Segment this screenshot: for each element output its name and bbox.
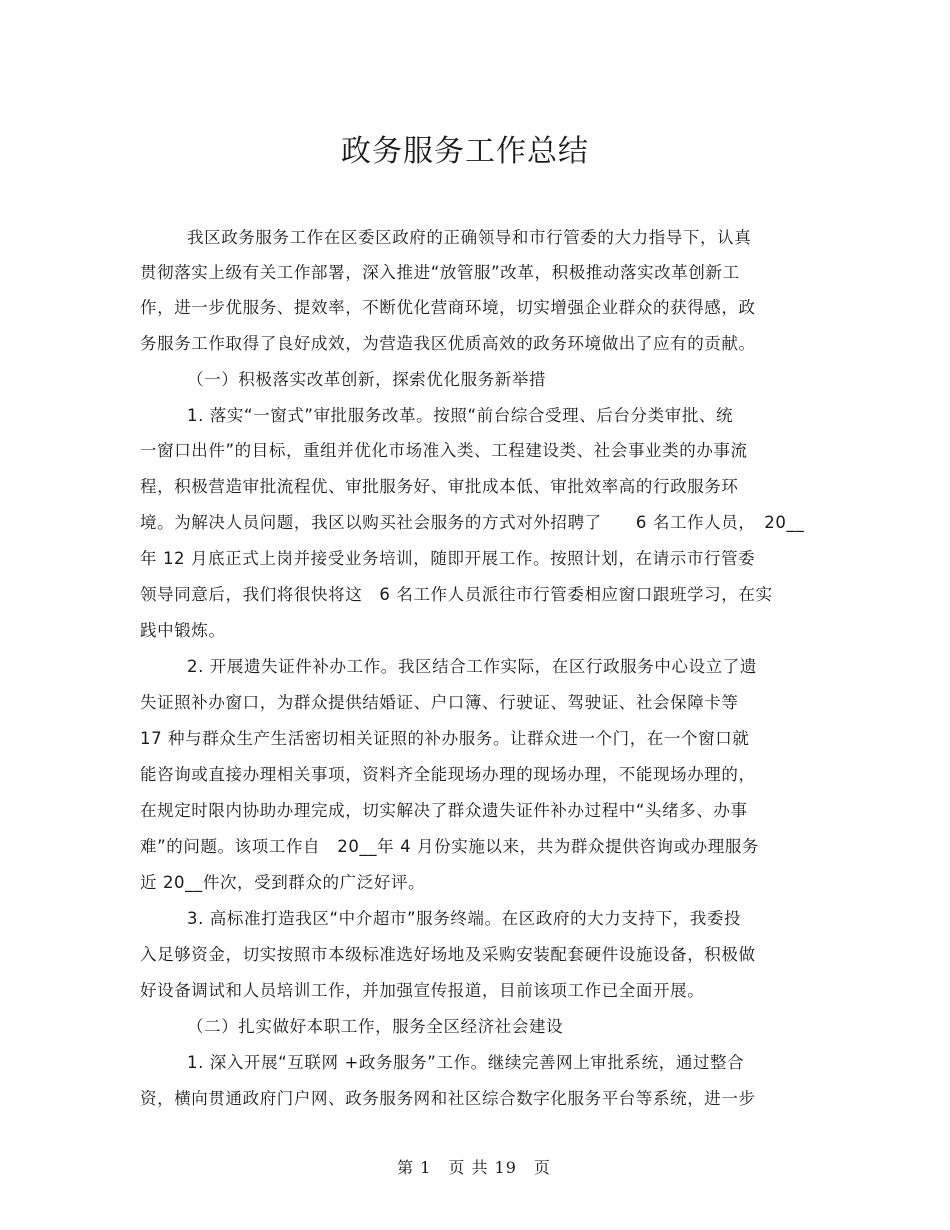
body-line: 程，积极营造审批流程优、审批服务好、审批成本低、审批效率高的行政服务环 xyxy=(140,477,739,496)
body-line: 1. 深入开展“互联网 +政务服务”工作。继续完善网上审批系统，通过整合 xyxy=(187,1053,745,1072)
body-line: 作，进一步优服务、提效率，不断优化营商环境，切实增强企业群众的获得感，政 xyxy=(140,298,756,317)
page-title: 政务服务工作总结 xyxy=(341,134,589,169)
section-heading: （二）扎实做好本职工作，服务全区经济社会建设 xyxy=(187,1017,564,1036)
body-line: 年 12 月底正式上岗并接受业务培训，随即开展工作。按照计划，在请示市行管委 xyxy=(140,549,756,568)
body-line: 好设备调试和人员培训工作，并加强宣传报道，目前该项工作已全面开展。 xyxy=(140,981,705,1000)
body-line: 贯彻落实上级有关工作部署，深入推进“放管服”改革，积极推动落实改革创新工 xyxy=(140,263,740,282)
body-line: 践中锻炼。 xyxy=(140,621,226,640)
body-line: 近 20__件次，受到群众的广泛好评。 xyxy=(140,873,426,892)
body-line: 资，横向贯通政府门户网、政务服务网和社区综合数字化服务平台等系统，进一步 xyxy=(140,1089,756,1108)
body-line: 能咨询或直接办理相关事项，资料齐全能现场办理的现场办理，不能现场办理的， xyxy=(140,765,756,784)
body-line: 领导同意后，我们将很快将这 6 名工作人员派往市行管委相应窗口跟班学习，在实 xyxy=(140,585,773,604)
body-line: 难”的问题。该项工作自 20__年 4 月份实施以来，共为群众提供咨询或办理服务 xyxy=(140,837,760,856)
body-line: 一窗口出件”的目标，重组并优化市场准入类、工程建设类、社会事业类的办事流 xyxy=(140,441,748,460)
body-line: 17 种与群众生产生活密切相关证照的补办服务。让群众进一个门，在一个窗口就 xyxy=(140,729,750,748)
body-line: 我区政务服务工作在区委区政府的正确领导和市行管委的大力指导下，认真 xyxy=(187,228,752,247)
body-line: 失证照补办窗口，为群众提供结婚证、户口簿、行驶证、驾驶证、社会保障卡等 xyxy=(140,693,739,712)
body-line: 境。为解决人员问题，我区以购买社会服务的方式对外招聘了 6 名工作人员， 20__ xyxy=(140,513,805,532)
body-line: 入足够资金，切实按照市本级标准选好场地及采购安装配套硬件设施设备，积极做 xyxy=(140,945,756,964)
body-line: 1. 落实“一窗式”审批服务改革。按照“前台综合受理、后台分类审批、统 xyxy=(187,406,734,425)
body-line: 2. 开展遗失证件补办工作。我区结合工作实际，在区行政服务中心设立了遗 xyxy=(187,657,757,676)
page-number-footer: 第 1 页 共 19 页 xyxy=(397,1158,551,1177)
body-line: 务服务工作取得了良好成效，为营造我区优质高效的政务环境做出了应有的贡献。 xyxy=(140,334,756,353)
body-line: 3. 高标准打造我区“中介超市”服务终端。在区政府的大力支持下，我委投 xyxy=(187,909,742,928)
section-heading: （一）积极落实改革创新，探索优化服务新举措 xyxy=(187,370,547,389)
body-line: 在规定时限内协助办理完成，切实解决了群众遗失证件补办过程中“头绪多、办事 xyxy=(140,801,748,820)
